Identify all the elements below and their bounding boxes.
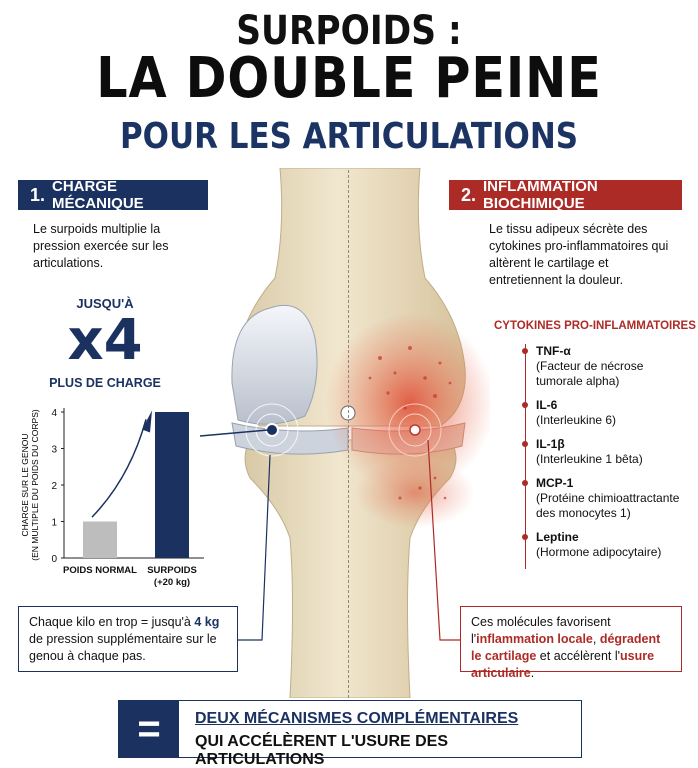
equals-icon: =	[119, 701, 179, 757]
y-tick-label: 3	[51, 444, 57, 456]
section-header-mechanical	[18, 180, 208, 210]
callout-text: ,	[592, 632, 600, 646]
summary-line-2: QUI ACCÉLÈRENT L'USURE DES ARTICULATIONS	[195, 733, 449, 768]
y-label-line-2: (EN MULTIPLE DU POIDS DU CORPS)	[30, 409, 40, 561]
y-axis-label	[20, 409, 40, 561]
cytokine-desc: (Interleukine 1 bêta)	[536, 452, 643, 466]
arrow-head-icon	[142, 411, 152, 433]
up-to-label: JUSQU'À	[76, 296, 134, 311]
section-number: 2.	[461, 184, 477, 205]
cytokine-name: Leptine	[536, 530, 579, 544]
callout-text: de pression supplémentaire sur le genou à chaque pas.	[29, 632, 217, 663]
load-multiplier: x4	[67, 308, 143, 373]
knee-illustration	[210, 168, 490, 698]
y-tick-label: 0	[51, 554, 57, 565]
list-item	[536, 437, 685, 467]
callout-highlight: dégradent le cartilage	[471, 632, 661, 663]
callout-text: .	[530, 666, 535, 680]
cytokines-title: CYTOKINES PRO-INFLAMMATOIRES	[494, 320, 696, 332]
callout-highlight: inflammation locale	[476, 632, 593, 646]
bar-0	[83, 522, 117, 559]
list-item	[536, 398, 685, 428]
cytokine-name: IL-1β	[536, 437, 565, 451]
title-line-3: POUR LES ARTICULATIONS	[119, 116, 579, 157]
cytokine-desc: (Hormone adipocytaire)	[536, 545, 662, 559]
cytokine-name: MCP-1	[536, 476, 574, 490]
callout-text: Chaque kilo en trop = jusqu'à	[29, 615, 195, 629]
list-item	[536, 530, 685, 560]
x-tick-label: (+20 kg)	[153, 577, 191, 588]
cytokine-desc: (Facteur de nécrose tumorale alpha)	[536, 359, 644, 388]
list-item	[536, 476, 685, 521]
cytokines-list	[525, 344, 685, 569]
callout-highlight: usure articulaire	[471, 649, 655, 680]
y-tick-label: 4	[51, 408, 57, 419]
callout-highlight: 4 kg	[194, 615, 220, 629]
mechanical-intro: Le surpoids multiplie la pression exercée sur les articulations.	[33, 222, 169, 270]
center-divider	[348, 170, 349, 698]
callout-text: et accélèrent l'	[536, 649, 621, 663]
summary-box	[118, 700, 582, 768]
x-tick-label: SURPOIDS	[147, 565, 197, 576]
section-title: CHARGE MÉCANIQUE	[52, 178, 144, 212]
y-tick-label: 1	[51, 517, 57, 529]
trend-arrow	[92, 419, 146, 517]
summary-line-1: DEUX MÉCANISMES COMPLÉMENTAIRES	[195, 710, 519, 727]
mechanical-callout	[18, 606, 238, 672]
y-tick-label: 2	[51, 481, 57, 492]
cytokine-desc: (Protéine chimioattractante des monocytes 1)	[536, 491, 680, 520]
title-line-1: SURPOIDS :	[236, 8, 462, 54]
y-label-line-1: CHARGE SUR LE GENOU	[20, 433, 30, 537]
x-tick-label: POIDS NORMAL	[63, 565, 137, 576]
section-number: 1.	[30, 184, 46, 205]
knee-load-chart	[14, 398, 214, 596]
callout-text: Ces molécules favorisent l'	[471, 615, 611, 646]
title-line-2: LA DOUBLE PEINE	[96, 46, 602, 111]
list-item	[536, 344, 685, 389]
section-title: INFLAMMATION BIOCHIMIQUE	[483, 178, 598, 212]
cytokine-name: TNF-α	[536, 344, 571, 358]
cytokine-name: IL-6	[536, 398, 558, 412]
section-header-inflammation	[449, 180, 682, 210]
inflammation-callout	[460, 606, 682, 680]
inflammation-intro: Le tissu adipeux sécrète des cytokines pro-inflammatoires qui altèrent le cartilage et entretiennent la douleur.	[489, 222, 669, 287]
bar-1	[155, 412, 189, 558]
more-load-label: PLUS DE CHARGE	[49, 376, 161, 390]
cytokine-desc: (Interleukine 6)	[536, 413, 617, 427]
